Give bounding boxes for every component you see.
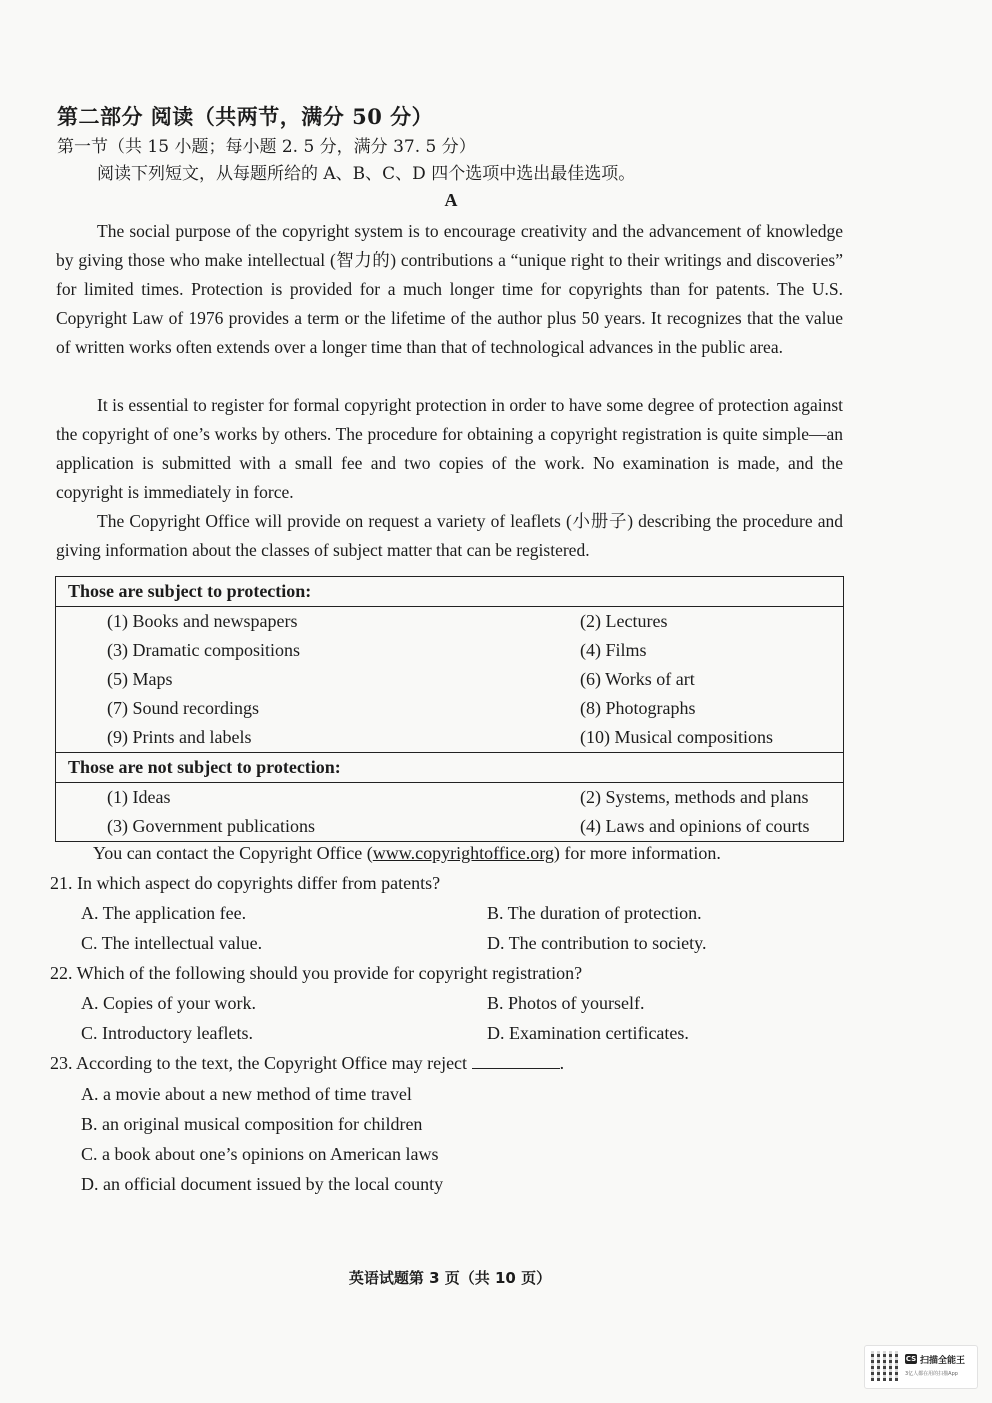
table-row bbox=[56, 783, 844, 813]
contact-text-before: You can contact the Copyright Office ( bbox=[93, 843, 373, 863]
instruction: 阅读下列短文，从每题所给的 A、B、C、D 四个选项中选出最佳选项。 bbox=[97, 164, 636, 184]
qr-code-icon bbox=[871, 1351, 901, 1381]
section-title: 第二部分 阅读（共两节，满分 50 分） bbox=[57, 104, 434, 129]
question-23 bbox=[50, 1053, 564, 1074]
q21-option-b: B. The duration of protection. bbox=[487, 903, 702, 923]
table-cell: (4) Laws and opinions of courts bbox=[580, 816, 810, 836]
answer-blank bbox=[472, 1054, 560, 1069]
passage-label: A bbox=[444, 190, 458, 210]
q22-option-b: B. Photos of yourself. bbox=[487, 993, 645, 1013]
q23-option-d: D. an official document issued by the local county bbox=[81, 1174, 444, 1194]
table-row bbox=[56, 636, 844, 665]
scanner-app-name: 扫描全能王 bbox=[920, 1356, 966, 1366]
table-cell: (1) Ideas bbox=[107, 787, 171, 807]
protection-table bbox=[55, 576, 844, 842]
q23-option-c: C. a book about one’s opinions on American laws bbox=[81, 1144, 439, 1164]
q22-option-c: C. Introductory leaflets. bbox=[81, 1023, 253, 1043]
page-footer: 英语试题第 3 页（共 10 页） bbox=[348, 1269, 552, 1287]
q23-option-a: A. a movie about a new method of time travel bbox=[81, 1084, 412, 1104]
question-21-stem: 21. In which aspect do copyrights differ from patents? bbox=[50, 873, 441, 893]
passage-paragraph-2: It is essential to register for formal copyright protection in order to have some degree of protection against the copyright of one’s works by others. The procedure for obtaining a copyright registration is quite simple—an application is submitted with a small fee and two copies of the work. No examination is made, and the copyright is immediately in force. bbox=[56, 395, 843, 502]
copyright-office-link[interactable]: www.copyrightoffice.org bbox=[372, 843, 554, 863]
q21-option-a: A. The application fee. bbox=[81, 903, 247, 923]
table-row bbox=[56, 723, 844, 753]
question-23-stem: 23. According to the text, the Copyright Office may reject bbox=[50, 1053, 468, 1073]
question-23-stem-end: . bbox=[559, 1053, 565, 1073]
q22-option-d: D. Examination certificates. bbox=[487, 1023, 689, 1043]
table-row bbox=[56, 694, 844, 723]
table-cell: (4) Films bbox=[580, 640, 647, 660]
unprotected-header-row bbox=[56, 753, 844, 783]
q21-option-d: D. The contribution to society. bbox=[487, 933, 707, 953]
table-cell: (8) Photographs bbox=[580, 698, 696, 718]
table-cell: (2) Systems, methods and plans bbox=[580, 787, 809, 807]
table-cell: (5) Maps bbox=[107, 669, 173, 689]
table-row bbox=[56, 607, 844, 637]
table-cell: (9) Prints and labels bbox=[107, 727, 252, 747]
section-subtitle: 第一节（共 15 小题；每小题 2. 5 分，满分 37. 5 分） bbox=[57, 137, 476, 157]
protected-header-row bbox=[56, 577, 844, 607]
camscanner-logo-icon: CS bbox=[905, 1355, 917, 1363]
q21-option-c: C. The intellectual value. bbox=[81, 933, 263, 953]
protected-header: Those are subject to protection: bbox=[56, 577, 844, 607]
passage-paragraph-1: The social purpose of the copyright system is to encourage creativity and the advancement of knowledge by giving those who make intellectual (智力的) contributions a “unique right to their writings and discoveries” for limited times. Protection is provided for a much longer time for copyrights than for patents. The U.S. Copyright Law of 1976 provides a term or the lifetime of the author plus 50 years. It recognizes that the value of written works often extends over a longer time than that of technological advances in the public area. bbox=[56, 221, 843, 357]
contact-line bbox=[93, 843, 721, 864]
table-row bbox=[56, 812, 844, 842]
unprotected-header: Those are not subject to protection: bbox=[56, 753, 844, 783]
table-cell: (1) Books and newspapers bbox=[107, 611, 298, 631]
q22-option-a: A. Copies of your work. bbox=[81, 993, 256, 1013]
q23-option-b: B. an original musical composition for children bbox=[81, 1114, 423, 1134]
scanner-watermark-badge bbox=[864, 1345, 978, 1389]
passage-paragraph-3: The Copyright Office will provide on request a variety of leaflets (小册子) describing the procedure and giving information about the classes of subject matter that can be registered. bbox=[56, 511, 843, 560]
question-22-stem: 22. Which of the following should you provide for copyright registration? bbox=[50, 963, 583, 983]
table-cell: (10) Musical compositions bbox=[580, 727, 773, 747]
table-cell: (6) Works of art bbox=[580, 669, 695, 689]
scanner-tagline: 3亿人都在用的扫描App bbox=[905, 1371, 958, 1377]
table-cell: (2) Lectures bbox=[580, 611, 668, 631]
table-cell: (3) Dramatic compositions bbox=[107, 640, 300, 660]
table-cell: (7) Sound recordings bbox=[107, 698, 259, 718]
table-row bbox=[56, 665, 844, 694]
contact-text-after: ) for more information. bbox=[553, 843, 721, 863]
table-cell: (3) Government publications bbox=[107, 816, 315, 836]
